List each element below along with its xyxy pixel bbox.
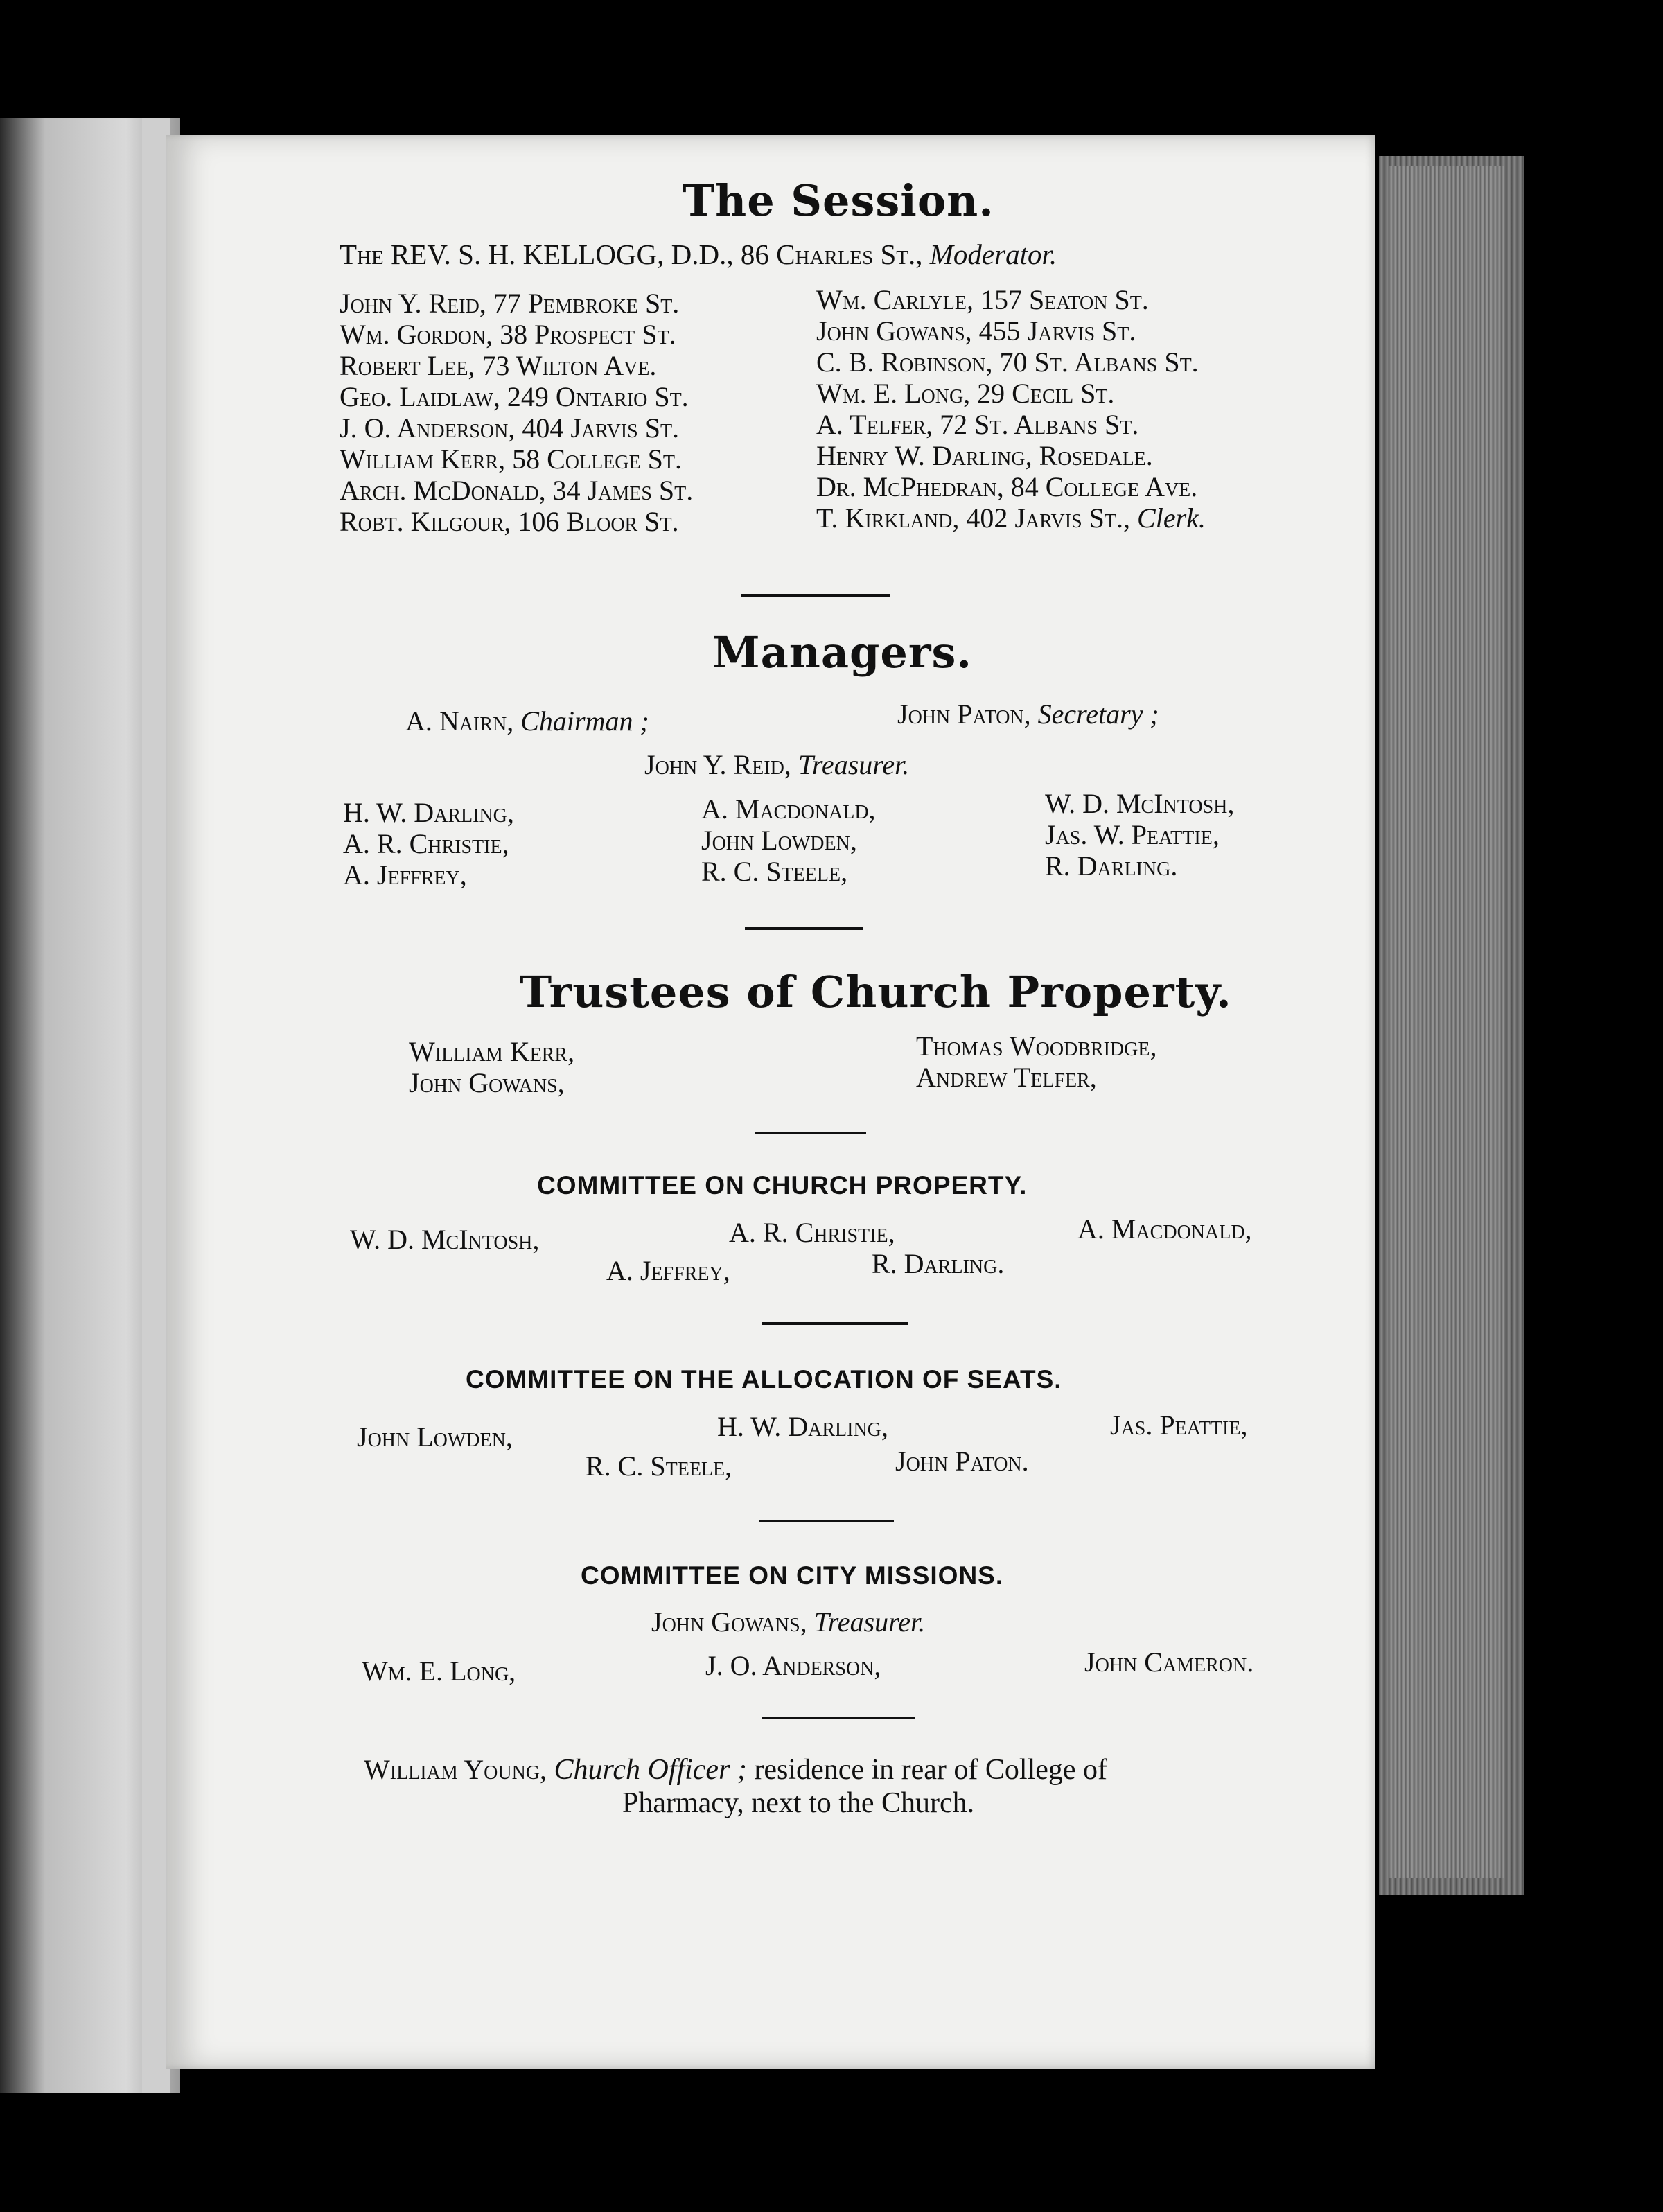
officer-residence-line2: Pharmacy, next to the Church. [622,1787,975,1819]
managers-column-2 [701,793,876,887]
session-left-column [340,288,693,537]
session-member: Arch. McDonald, 34 James St. [340,475,694,506]
left-page-fold [142,118,170,2093]
committee-seats-title: COMMITTEE ON THE ALLOCATION OF SEATS. [466,1365,1062,1394]
session-member: Dr. McPhedran, 84 College Ave. [816,471,1198,502]
manager-name: A. R. Christie, [343,828,509,859]
moderator-name: The REV. S. H. KELLOGG, D.D., 86 Charles St., [340,238,923,270]
session-member: Robert Lee, 73 Wilton Ave. [340,350,657,381]
divider-rule [741,594,890,597]
divider-rule [755,1132,866,1134]
chairman-name: A. Nairn, [405,705,514,737]
session-member: C. B. Robinson, 70 St. Albans St. [816,346,1199,378]
manager-name: H. W. Darling, [343,797,514,828]
church-officer-line [364,1753,1107,1787]
session-title: The Session. [683,175,994,226]
committee-missions-member: John Cameron. [1084,1647,1254,1678]
managers-chairman [405,705,649,737]
committee-property-member: A. Jeffrey, [606,1255,730,1286]
committee-property-title: COMMITTEE ON CHURCH PROPERTY. [537,1171,1028,1200]
committee-property-member: A. Macdonald, [1077,1213,1252,1245]
managers-treasurer [644,748,909,781]
secretary-name: John Paton, [897,699,1031,730]
committee-missions-title: COMMITTEE ON CITY MISSIONS. [581,1561,1004,1590]
committee-seats-member: John Paton. [895,1446,1029,1477]
book-page-stack-inner [1389,166,1504,1878]
session-member: John Gowans, 455 Jarvis St. [816,315,1136,346]
managers-column-3 [1045,788,1234,881]
missions-treasurer-role: Treasurer. [813,1606,926,1638]
officer-role: Church Officer ; [554,1754,747,1786]
officer-name: William Young, [364,1754,547,1785]
session-member: A. Telfer, 72 St. Albans St. [816,409,1139,440]
committee-seats-member: H. W. Darling, [717,1411,888,1442]
trustee-name: William Kerr, [409,1036,575,1067]
manager-name: John Lowden, [701,825,857,856]
trustees-title: Trustees of Church Property. [520,967,1232,1017]
managers-title: Managers. [712,627,973,678]
managers-secretary [897,698,1159,730]
divider-rule [762,1717,915,1719]
divider-rule [759,1520,894,1522]
session-member: William Kerr, 58 College St. [340,444,682,475]
session-member: J. O. Anderson, 404 Jarvis St. [340,412,680,444]
clerk-name: T. Kirkland, 402 Jarvis St., [816,502,1131,534]
committee-seats-member: Jas. Peattie, [1110,1410,1248,1441]
trustees-column-2 [916,1030,1156,1093]
session-moderator [340,238,1057,271]
committee-missions-treasurer [651,1606,925,1638]
committee-seats-member: R. C. Steele, [586,1450,732,1482]
treasurer-name: John Y. Reid, [644,749,791,780]
committee-property-member: W. D. McIntosh, [350,1224,540,1255]
session-right-column [816,284,1206,534]
officer-residence: residence in rear of College of [754,1754,1108,1786]
manager-name: R. C. Steele, [701,856,848,887]
clerk-role: Clerk. [1137,502,1206,534]
divider-rule [762,1322,908,1325]
manager-name: R. Darling. [1045,850,1178,881]
committee-missions-member: Wm. E. Long, [362,1656,516,1687]
moderator-role: Moderator. [929,238,1057,270]
manager-name: A. Macdonald, [701,793,876,825]
document-page [166,135,1375,2069]
committee-property-member: R. Darling. [872,1248,1005,1279]
treasurer-role: Treasurer. [798,749,910,780]
session-member: Henry W. Darling, Rosedale. [816,440,1153,471]
session-member: Wm. Carlyle, 157 Seaton St. [816,284,1149,315]
chairman-role: Chairman ; [520,705,649,737]
session-member: Wm. Gordon, 38 Prospect St. [340,319,676,350]
trustees-column-1 [409,1036,574,1098]
session-member: John Y. Reid, 77 Pembroke St. [340,288,680,319]
session-clerk [816,502,1206,534]
session-member: Robt. Kilgour, 106 Bloor St. [340,506,679,537]
managers-column-1 [343,797,514,890]
trustee-name: John Gowans, [409,1067,565,1098]
session-member: Geo. Laidlaw, 249 Ontario St. [340,381,689,412]
secretary-role: Secretary ; [1037,699,1159,730]
trustee-name: Andrew Telfer, [916,1062,1097,1093]
manager-name: W. D. McIntosh, [1045,788,1235,819]
missions-treasurer-name: John Gowans, [651,1606,807,1638]
committee-seats-member: John Lowden, [357,1421,513,1452]
divider-rule [745,927,863,930]
manager-name: A. Jeffrey, [343,859,467,890]
session-member: Wm. E. Long, 29 Cecil St. [816,378,1115,409]
committee-property-member: A. R. Christie, [729,1217,895,1248]
trustee-name: Thomas Woodbridge, [916,1030,1157,1062]
manager-name: Jas. W. Peattie, [1045,819,1220,850]
committee-missions-member: J. O. Anderson, [705,1650,881,1681]
